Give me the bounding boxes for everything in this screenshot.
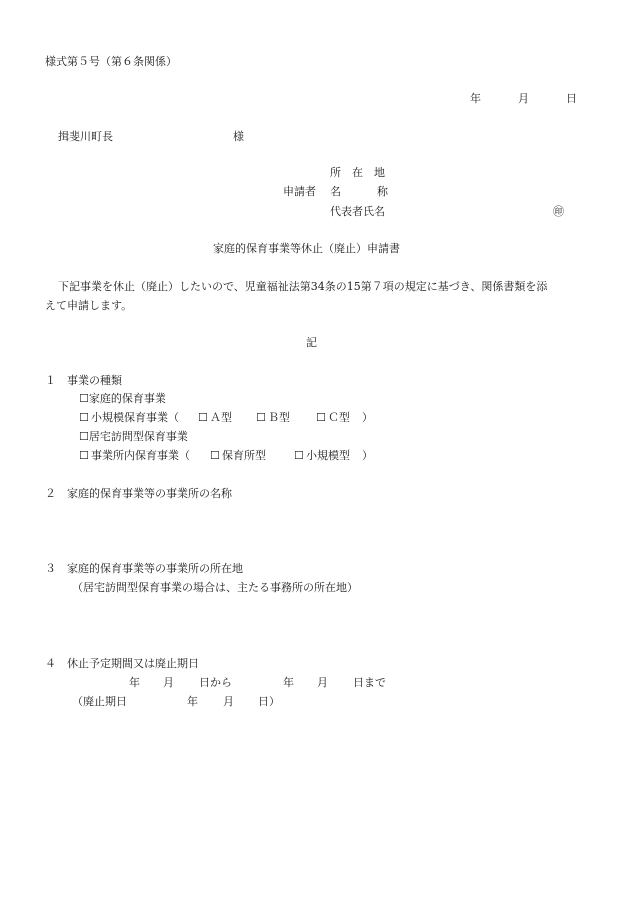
period-start-from: 日から: [199, 676, 232, 689]
date-year: 年: [470, 92, 481, 105]
applicant-label: 申請者: [283, 185, 316, 198]
abolish-date-label: （廃止期日: [72, 695, 127, 708]
small-scale-close: ）: [362, 411, 373, 424]
workplace-close: ）: [362, 449, 373, 462]
section-2-heading: ２ 家庭的保育事業等の事業所の名称: [45, 487, 232, 500]
checkbox-small-scale[interactable]: ☐: [79, 411, 89, 424]
applicant-name-label: 名: [330, 185, 341, 198]
checkbox-type-b[interactable]: ☐: [256, 411, 266, 424]
section-4-heading: ４ 休止予定期間又は廃止期日: [45, 657, 199, 670]
seal-mark: ㊞: [553, 205, 564, 218]
checkbox-workplace[interactable]: ☐: [79, 449, 89, 462]
ki-heading: 記: [306, 336, 317, 349]
checkbox-type-a[interactable]: ☐: [198, 411, 208, 424]
period-start-year: 年: [129, 676, 140, 689]
type-c-label: Ｃ型: [328, 411, 350, 424]
date-day: 日: [566, 92, 577, 105]
type-b-label: Ｂ型: [268, 411, 290, 424]
date-month: 月: [518, 92, 529, 105]
option-small-scale-label: 小規模保育事業（: [91, 411, 179, 424]
addressee-honorific: 様: [233, 130, 244, 143]
option-home-visit: [79, 430, 188, 444]
period-start-month: 月: [163, 676, 174, 689]
checkbox-family-care[interactable]: ☐: [79, 392, 89, 405]
body-line-2: えて申請します。: [45, 299, 133, 312]
nursery-type-label: 保育所型: [222, 449, 266, 462]
applicant-name-label-2: 称: [377, 185, 388, 198]
period-end-month: 月: [317, 676, 328, 689]
option-home-visit-label: 居宅訪問型保育事業: [88, 430, 188, 443]
abolish-day: 日）: [258, 695, 280, 708]
checkbox-type-c[interactable]: ☐: [316, 411, 326, 424]
form-number: 様式第５号（第６条関係）: [45, 55, 177, 68]
option-family-care-label: 家庭的保育事業: [88, 392, 166, 405]
section-3-heading: ３ 家庭的保育事業等の事業所の所在地: [45, 562, 243, 575]
period-end-until: 日まで: [353, 676, 386, 689]
addressee-name: 揖斐川町長: [58, 130, 113, 143]
section-3-note: （居宅訪問型保育事業の場合は、主たる事務所の所在地）: [72, 581, 358, 594]
abolish-month: 月: [223, 695, 234, 708]
document-title: 家庭的保育事業等休止（廃止）申請書: [213, 242, 400, 255]
applicant-address-label: 所 在 地: [330, 166, 385, 179]
applicant-rep-label: 代表者氏名: [330, 205, 385, 218]
checkbox-home-visit[interactable]: ☐: [79, 430, 89, 443]
period-end-year: 年: [283, 676, 294, 689]
body-line-1: 下記事業を休止（廃止）したいので、児童福祉法第34条の15第７項の規定に基づき、関係書類を添: [58, 280, 548, 293]
checkbox-small-type[interactable]: ☐: [294, 449, 304, 462]
option-family-care: [79, 392, 166, 406]
checkbox-nursery-type[interactable]: ☐: [210, 449, 220, 462]
abolish-year: 年: [187, 695, 198, 708]
option-workplace-label: 事業所内保育事業（: [91, 449, 190, 462]
type-a-label: Ａ型: [210, 411, 232, 424]
small-type-label: 小規模型: [306, 449, 350, 462]
section-1-heading: １ 事業の種類: [45, 374, 122, 387]
